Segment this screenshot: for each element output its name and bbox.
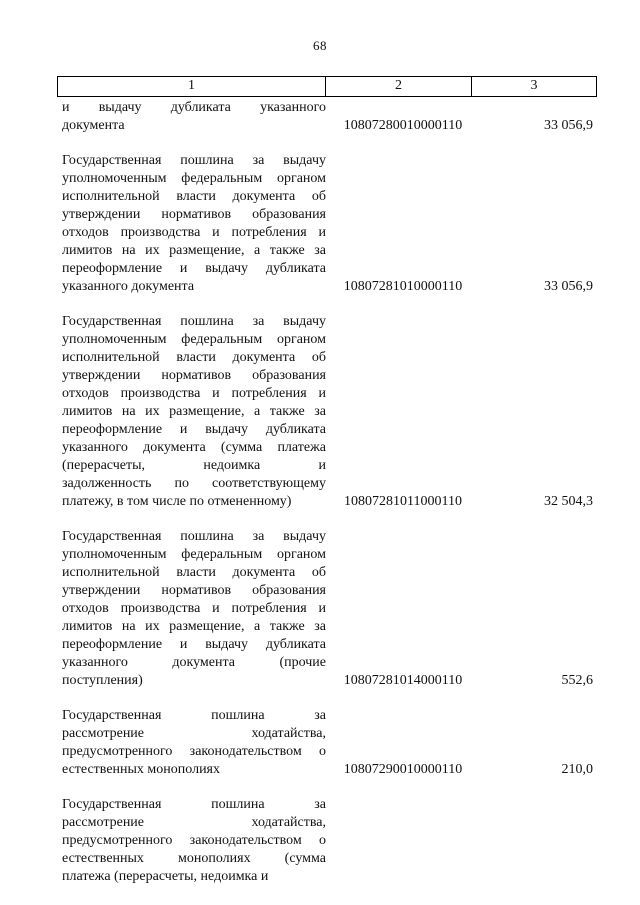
- description-line: Государственная пошлина за выдачу: [62, 314, 326, 329]
- description-line: переоформление и выдачу дубликата: [62, 637, 326, 652]
- row-amount: 32 504,3: [544, 494, 593, 509]
- row-amount: 210,0: [561, 762, 593, 777]
- row-amount: 33 056,9: [544, 279, 593, 294]
- budget-table: [57, 76, 597, 886]
- row-amount: 552,6: [561, 673, 593, 688]
- description-line: поступления): [62, 673, 143, 688]
- description-line: уполномоченным федеральным органом: [62, 332, 326, 347]
- description-line: предусмотренного законодательством о: [62, 744, 326, 759]
- description-line: отходов производства и потребления и: [62, 386, 326, 401]
- description-line: утверждении нормативов образования: [62, 207, 326, 222]
- description-line: исполнительной власти документа об: [62, 350, 326, 365]
- description-line: исполнительной власти документа об: [62, 565, 326, 580]
- description-line: и выдачу дубликата указанного: [62, 100, 326, 115]
- description-line: переоформление и выдачу дубликата: [62, 422, 326, 437]
- description-line: лимитов на их размещение, а также за: [62, 619, 326, 634]
- column-header-1: 1: [57, 77, 326, 96]
- description-line: документа: [62, 118, 125, 133]
- row-spacer: [57, 511, 597, 528]
- description-line: рассмотрение ходатайства,: [62, 815, 326, 830]
- description-line: Государственная пошлина за: [62, 797, 326, 812]
- column-header-2: 2: [326, 77, 472, 96]
- description-line: Государственная пошлина за выдачу: [62, 529, 326, 544]
- table-row: [57, 707, 597, 779]
- description-line: утверждении нормативов образования: [62, 583, 326, 598]
- description-line: лимитов на их размещение, а также за: [62, 404, 326, 419]
- description-line: лимитов на их размещение, а также за: [62, 243, 326, 258]
- column-header-3: 3: [472, 77, 597, 96]
- table-row: [57, 313, 597, 511]
- table-row: [57, 796, 597, 886]
- row-amount: 33 056,9: [544, 118, 593, 133]
- row-description: [57, 152, 326, 296]
- description-line: Государственная пошлина за: [62, 708, 326, 723]
- table-header: [57, 76, 597, 97]
- page-number: 68: [313, 38, 327, 53]
- description-line: естественных монополиях: [62, 762, 220, 777]
- description-line: платежу, в том числе по отмененному): [62, 494, 292, 509]
- description-line: переоформление и выдачу дубликата: [62, 261, 326, 276]
- row-description: [57, 528, 326, 690]
- description-line: платежа (перерасчеты, недоимка и: [62, 869, 269, 884]
- row-description: [57, 99, 326, 135]
- row-description: [57, 707, 326, 779]
- description-line: утверждении нормативов образования: [62, 368, 326, 383]
- table-row: [57, 528, 597, 690]
- row-code: 10807290010000110: [343, 762, 463, 777]
- description-line: рассмотрение ходатайства,: [62, 726, 326, 741]
- description-line: задолженность по соответствующему: [62, 476, 326, 491]
- description-line: предусмотренного законодательством о: [62, 833, 326, 848]
- description-line: указанного документа (сумма платежа: [62, 440, 326, 455]
- table-row: [57, 99, 597, 135]
- row-description: [57, 796, 326, 886]
- description-line: исполнительной власти документа об: [62, 189, 326, 204]
- description-line: отходов производства и потребления и: [62, 225, 326, 240]
- row-spacer: [57, 779, 597, 796]
- row-code: 10807281010000110: [343, 279, 463, 294]
- row-spacer: [57, 135, 597, 152]
- description-line: отходов производства и потребления и: [62, 601, 326, 616]
- row-description: [57, 313, 326, 511]
- description-line: (перерасчеты, недоимка и: [62, 458, 326, 473]
- description-line: уполномоченным федеральным органом: [62, 547, 326, 562]
- table-row: [57, 152, 597, 296]
- description-line: естественных монополиях (сумма: [62, 851, 326, 866]
- row-spacer: [57, 690, 597, 707]
- row-code: 10807281014000110: [343, 673, 463, 688]
- table-body: [57, 97, 597, 886]
- row-spacer: [57, 296, 597, 313]
- row-code: 10807280010000110: [343, 118, 463, 133]
- row-code: 10807281011000110: [344, 494, 462, 509]
- description-line: Государственная пошлина за выдачу: [62, 153, 326, 168]
- description-line: уполномоченным федеральным органом: [62, 171, 326, 186]
- description-line: указанного документа (прочие: [62, 655, 326, 670]
- description-line: указанного документа: [62, 279, 195, 294]
